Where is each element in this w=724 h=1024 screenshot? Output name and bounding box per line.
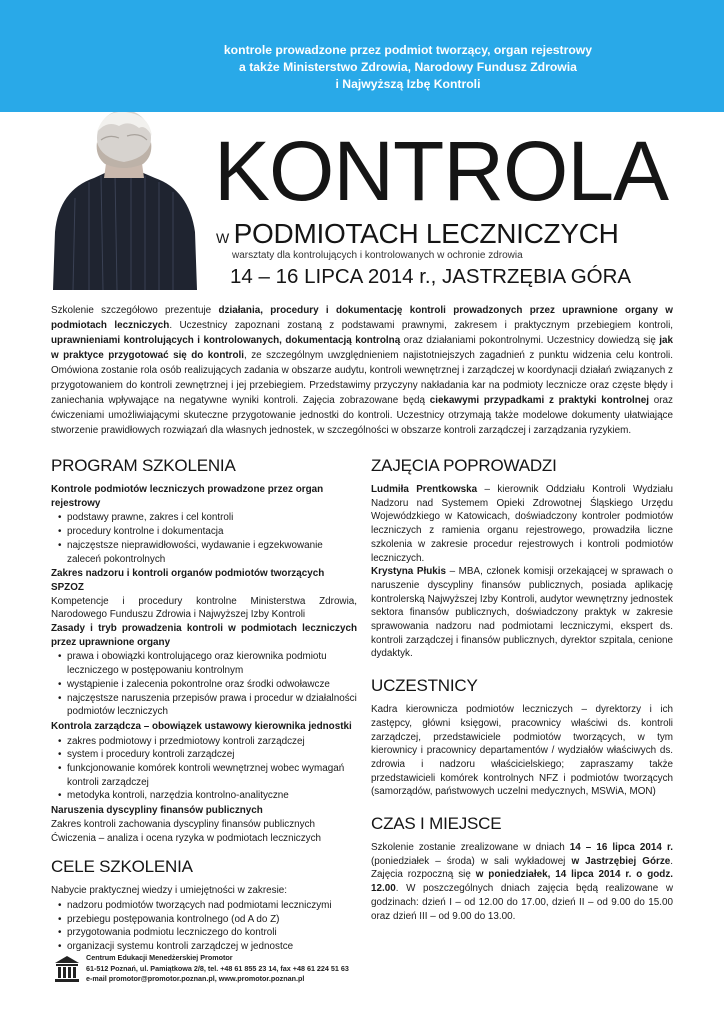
zajecia-heading: ZAJĘCIA POPROWADZI [371, 456, 557, 475]
list-item: • najczęstsze naruszenia przepisów prawa i procedur w działalności podmiotów leczniczych [51, 692, 357, 719]
program-list [51, 735, 357, 804]
tagline: warsztaty dla kontrolujących i kontrolowanych w ochronie zdrowia [232, 250, 523, 261]
list-item: • przygotowania podmiotu leczniczego do kontroli [51, 926, 357, 940]
list-item: • przebiegu postępowania kontrolnego (od A do Z) [51, 913, 357, 927]
czas-part-bold: w Jastrzębiej Górze [571, 855, 671, 867]
czas-part: . Zajęcia rozpoczną się [371, 855, 674, 881]
footer-text [86, 953, 349, 985]
banner-line-3: i Najwyższą Izbę Kontroli [335, 77, 481, 91]
list-item: • prawa i obowiązki kontrolującego oraz kierownika podmiotu leczniczego w postępowaniu kontrolnym [51, 650, 357, 677]
uczestnicy-heading: UCZESTNICY [371, 676, 478, 696]
subtitle [216, 218, 619, 250]
program-line: Zakres kontroli zachowania dyscypliny finansów publicznych [51, 818, 316, 830]
program-line: Ćwiczenia – analiza i ocena ryzyka w podmiotach leczniczych [51, 832, 322, 844]
program-section-title: Naruszenia dyscypliny finansów publicznych [51, 805, 263, 817]
trainer-2-bio: – MBA, członek komisji orzekającej w sprawach o naruszenie dyscypliny finansów publicznych, posiada aplikację kontrolerską Najwyższej Izby Kontroli, audytor wewnętrzny jednostek sektora finansów publicznych, doświadczony praktyk w zakresie sprawowania nadzoru nad podmiotami leczniczymi, ekspert ds. kontroli zarządczej i finansów publicznych, dyrektor szpitala, cenione dydaktyk. [371, 566, 673, 660]
intro-part-bold: jak w praktyce przygotować się do kontroli [51, 335, 673, 361]
top-banner [0, 0, 724, 112]
program-section-text: Kompetencje i procedury kontrolne Ministerstwa Zdrowia, Narodowego Funduszu Zdrowia i Najwyższej Izby Kontroli [51, 595, 357, 621]
intro-paragraph [51, 303, 673, 438]
main-title: KONTROLA [214, 124, 669, 218]
intro-part: . Uczestnicy zapoznani zostaną z podstawami prawnymi, zakresem i praktycznym przebiegiem kontroli, [169, 320, 674, 331]
footer [54, 953, 384, 987]
program-section-title: Zasady i tryb prowadzenia kontroli w podmiotach leczniczych przez uprawnione organy [51, 623, 357, 648]
program-section-title: Kontrola zarządcza – obowiązek ustawowy kierownika jednostki [51, 720, 352, 732]
list-item: • nadzoru podmiotów tworzących nad podmiotami leczniczymi [51, 899, 357, 913]
trainer-1 [371, 483, 673, 565]
czas-part: . W poszczególnych dniach zajęcia będą realizowane w godzinach: dzień I – od 12.00 do 17.00, dzień II – od 9.00 do 15.00 oraz dzień III – od 9.00 do 13.00. [371, 883, 673, 922]
cele-heading: CELE SZKOLENIA [51, 857, 193, 877]
banner-line-2: a także Ministerstwo Zdrowia, Narodowy Fundusz Zdrowia [239, 60, 577, 74]
footer-org: Centrum Edukacji Menedżerskiej Promotor [86, 953, 233, 962]
intro-part: oraz działaniami pokontrolnymi. Uczestnicy dowiedzą się [400, 335, 660, 346]
czas-part-bold: 14 – 16 lipca 2014 r. [569, 842, 673, 854]
businessman-illustration [49, 112, 199, 290]
trainer-2 [371, 565, 673, 661]
subtitle-main: PODMIOTACH LECZNICZYCH [233, 218, 619, 249]
czas-heading: CZAS I MIEJSCE [371, 814, 502, 834]
czas-part: (poniedziałek – środa) w sali wykładowej [371, 855, 572, 867]
banner-text [188, 42, 628, 93]
program-heading: PROGRAM SZKOLENIA [51, 456, 236, 475]
program-list [51, 650, 357, 719]
uczestnicy-text: Kadra kierownicza podmiotów leczniczych – dyrektorzy i ich zastępcy, główni księgowi, pracownicy właściwi ds. kontroli zarządczej, przedstawiciele podmiotów tworzących, w tym kierownicy i pracownicy departamentów / wydziałów właściwych ds. zdrowia i nadzoru właścicielskiego; zapraszamy także przedstawicieli komórek kontrolnych NFZ i podmiotów tworzących (samorządów, państwowych uczelni medycznych, MSWiA, MON) [371, 704, 673, 798]
banner-line-1: kontrole prowadzone przez podmiot tworzący, organ rejestrowy [223, 43, 593, 57]
program-section-title: Kontrole podmiotów leczniczych prowadzone przez organ rejestrowy [51, 484, 324, 509]
trainer-1-bio: – kierownik Oddziału Kontroli Wydziału Nadzoru nad Systemem Opieki Zdrowotnej Śląskiego Urzędu Wojewódzkiego w Katowicach, doświadczony kontroler podmiotów leczniczych z ramienia organu rejestrowego, prowadziła liczne szkolenia w zakresie procedur rejestrowych i kontroli podmiotów leczniczych. [371, 484, 673, 564]
list-item: • podstawy prawne, zakres i cel kontroli [51, 511, 357, 525]
trainer-1-name: Ludmiła Prentkowska [371, 484, 478, 495]
czas-text [371, 841, 673, 923]
building-columns-icon [54, 955, 80, 983]
czas-part-bold: w poniedziałek, 14 lipca 2014 r. o godz. 12.00 [371, 869, 674, 895]
intro-part: oraz ćwiczeniami umożliwiającymi skuteczne przygotowanie jednostki do kontroli. Uczestnicy otrzymają także modelowe dokumenty ułatwiające stworzenie prawidłowych rozwiązań dla własnych jednostek, w szczególności w obszarze kontroli zarządczej i zarządzania ryzykiem. [51, 395, 673, 436]
list-item: • funkcjonowanie komórek kontroli wewnętrznej wobec wymagań kontroli zarządczej [51, 762, 357, 789]
list-item: • metodyka kontroli, narzędzia kontrolno-analityczne [51, 789, 357, 803]
cele-list [51, 899, 357, 954]
left-column [51, 455, 357, 955]
footer-address: 61-512 Poznań, ul. Pamiątkowa 2/8, tel. +48 61 855 23 14, fax +48 61 224 51 63 [86, 963, 349, 973]
list-item: • organizacji systemu kontroli zarządczej w jednostce [51, 940, 357, 954]
intro-part-bold: działania, procedury i dokumentację kontroli prowadzonych przez uprawnione organy w podmiotach leczniczych [51, 305, 673, 331]
subtitle-w: W [216, 230, 230, 246]
intro-part: , ze szczególnym uwzględnieniem najistotniejszych zagadnień z punktu widzenia celu kontroli. Omówiona zostanie rola osób realizujących zadania w obszarze audytu, kontroli wewnętrznej i zarządczej w koordynacji działań związanych z przygotowaniem do kontroli zewnętrznej i jej przebiegiem. Przedstawimy przyczyny nakładania kar na podmioty lecznicze oraz częste błędy i zaniechania wpływające na negatywne wyniki kontroli. Zajęcia zobrazowane będą [51, 350, 673, 406]
program-section-title: Zakres nadzoru i kontroli organów podmiotów tworzących SPZOZ [51, 568, 325, 593]
trainer-2-name: Krystyna Płukis [371, 566, 446, 578]
event-date-location: 14 – 16 LIPCA 2014 r., JASTRZĘBIA GÓRA [230, 265, 632, 288]
intro-part: Szkolenie szczegółowo prezentuje [51, 305, 219, 316]
list-item: • procedury kontrolne i dokumentacja [51, 525, 357, 539]
list-item: • najczęstsze nieprawidłowości, wydawanie i egzekwowanie zaleceń pokontrolnych [51, 539, 357, 566]
program-list [51, 511, 357, 566]
right-column [371, 455, 673, 923]
intro-part-bold: uprawnieniami kontrolujących i kontrolowanych, dokumentacją kontrolną [51, 335, 401, 346]
czas-part: Szkolenie zostanie zrealizowane w dniach [371, 842, 570, 854]
list-item: • system i procedury kontroli zarządczej [51, 748, 357, 762]
intro-part-bold: ciekawymi przypadkami z praktyki kontrolnej [429, 395, 650, 406]
list-item: • zakres podmiotowy i przedmiotowy kontroli zarządczej [51, 735, 357, 749]
footer-contact[interactable]: e-mail promotor@promotor.poznan.pl, www.promotor.poznan.pl [86, 974, 305, 983]
list-item: • wystąpienie i zalecenia pokontrolne oraz środki odwoławcze [51, 678, 357, 692]
cele-intro: Nabycie praktycznej wiedzy i umiejętności w zakresie: [51, 885, 287, 897]
